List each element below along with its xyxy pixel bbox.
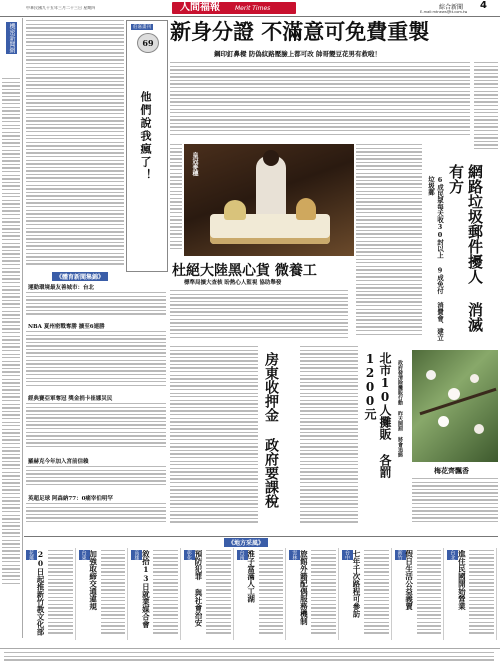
masthead-page-number: 4 [480,0,487,11]
bottom-section-rule [24,536,498,537]
flower-photo [412,350,498,462]
bottom-column-tag: 花蓮 [26,550,37,560]
drink-story-subhead: 標準局擴大查核 盼熱心人監視 協助舉發 [184,280,282,286]
bottom-column [235,548,287,640]
sports-item-1: 運動環境最友善城市：台北 [28,285,95,291]
right-column-top-text [474,62,498,158]
main-photo-caption: 皇冠麥穗 [191,152,198,176]
bottom-section-label: 《地方采風》 [224,538,268,547]
bottom-column [77,548,129,640]
bottom-column-headline: 旅館外籍配偶服務機制 [299,550,309,625]
bottom-column-headline: 七年千次路程可參訪 [352,550,361,618]
bottom-column-body [206,550,231,638]
bottom-column-body [259,550,284,638]
lead-headline: 新身分證 不滿意可免費重製 [170,19,430,44]
left-margin-column [0,18,23,638]
sports-item-4: 羅赫克今年加入宮前信賴 [28,459,89,465]
vendor-story-deck: 政府發清除攤販行動 昨天開罰 將會追緝 [397,360,403,457]
bottom-column [129,548,181,640]
bottom-column-tag: 台南 [237,550,248,560]
footer-rule [0,648,500,649]
bottom-column-body [417,550,442,638]
cartoon-badge: 69 [137,33,159,53]
sports-item-3: 經典賽亞軍奪冠 獎金捐卡崔娜災民 [28,396,113,402]
footer-strip [4,652,494,666]
masthead-bar [0,0,500,17]
bottom-column-tag: 台北 [447,550,458,560]
masthead-email: E-mail:mtnews@tt.com.tw [420,10,468,14]
left-margin-text [2,78,20,638]
bottom-column-headline: 預防犯罪 與社會治安 [194,550,203,627]
bottom-column-headline: 20日起推新竹教文化部 [36,550,45,636]
bottom-column-tag: 新竹 [395,550,406,560]
photo-decoration [224,200,246,220]
vendor-story-headline: 北市10人攤販 各罰1200元 [363,352,392,478]
photo-woman-head [263,150,279,166]
bottom-column-body [469,550,494,638]
bottom-column-headline: 淮子富滿人工湖 [246,550,256,603]
cartoon-box [126,20,168,272]
flower-blossom-4 [438,416,449,427]
bottom-column-body [48,550,73,638]
bottom-column [24,548,76,640]
sports-body-3 [26,403,166,455]
bottom-column-body [153,550,178,638]
bottom-column-tag: 雲林 [289,550,300,560]
flower-blossom-3 [470,374,479,383]
cartoon-label: 伯嘉畫刊 [133,25,151,30]
sports-body-2 [26,331,166,391]
sports-item-5: 英超足球 阿森納77：0痛宰伯明罕 [28,496,113,502]
house-story-body [300,346,358,532]
left-margin-label: 機密新聞網 [8,23,15,53]
bottom-column-headline: 加強取締交通違規 [88,550,98,610]
photo-side-caption-text [170,144,182,256]
masthead-date: 中華民國九十五年三月二十三日 星期四 [26,6,96,10]
sports-body-5 [26,503,166,529]
flower-photo-caption: 梅花齊飄香 [434,466,469,475]
flower-blossom-2 [448,388,460,400]
main-photo [184,144,354,256]
bottom-column-tag: 台東 [79,550,90,560]
flower-blossom-5 [474,424,484,434]
middle-text-block [170,346,258,532]
house-story-headline: 房東收押金 政府要課稅 [263,352,279,508]
bottom-column-body [364,550,389,638]
bottom-column [182,548,234,640]
bottom-column [445,548,497,640]
masthead-logo-box [172,2,296,14]
lead-body-text [170,62,470,142]
bottom-column-body [101,550,126,638]
drink-story-body [170,290,348,342]
bottom-column-headline: 敘拾13日就業媒合會 [141,550,151,628]
sports-body-1 [26,292,166,320]
masthead-logo-sub: Merit Times [235,5,271,12]
spam-story-deck: 6成民眾每天收30封以上 9成免付 消費會、建立垃圾郵 [427,176,444,341]
sports-item-2: NBA 夏州密戰奪勝 擴至6連勝 [28,324,105,330]
sports-body-4 [26,466,166,492]
bottom-column-tag: 彰化 [184,550,195,560]
masthead-logo: 人間福報 [180,2,220,13]
flower-caption-body [412,478,498,528]
left-column-top-text [26,20,124,270]
bottom-column-headline: 假日生活公益義賣 [404,550,414,610]
bottom-column-headline: 進住民國開始營業 [457,550,467,610]
lead-subhead: 鋼印釘鼻樑 防偽紋路壓臉上都可改 帥哥變豆花男有救啦！ [214,50,382,58]
bottom-column-tag: 高雄 [131,550,142,560]
sports-section-label: 《體育新聞集錦》 [52,272,108,281]
flower-blossom-1 [426,370,436,380]
spam-story-headline: 網路垃圾郵件擾人 消滅有方 [447,164,484,332]
bottom-column [393,548,445,640]
bottom-column [340,548,392,640]
drink-story-headline: 杜絕大陸黑心貨 微養工 [172,263,317,279]
bottom-columns [24,548,498,640]
spam-story-body-left [356,144,422,344]
bottom-column [287,548,339,640]
photo-decoration-2 [296,198,316,220]
masthead-section: 綜合新聞 [439,4,464,11]
bottom-column-tag: 台中 [342,550,353,560]
cartoon-caption: 他們說我瘋了！ [139,91,152,182]
bottom-column-body [311,550,336,638]
